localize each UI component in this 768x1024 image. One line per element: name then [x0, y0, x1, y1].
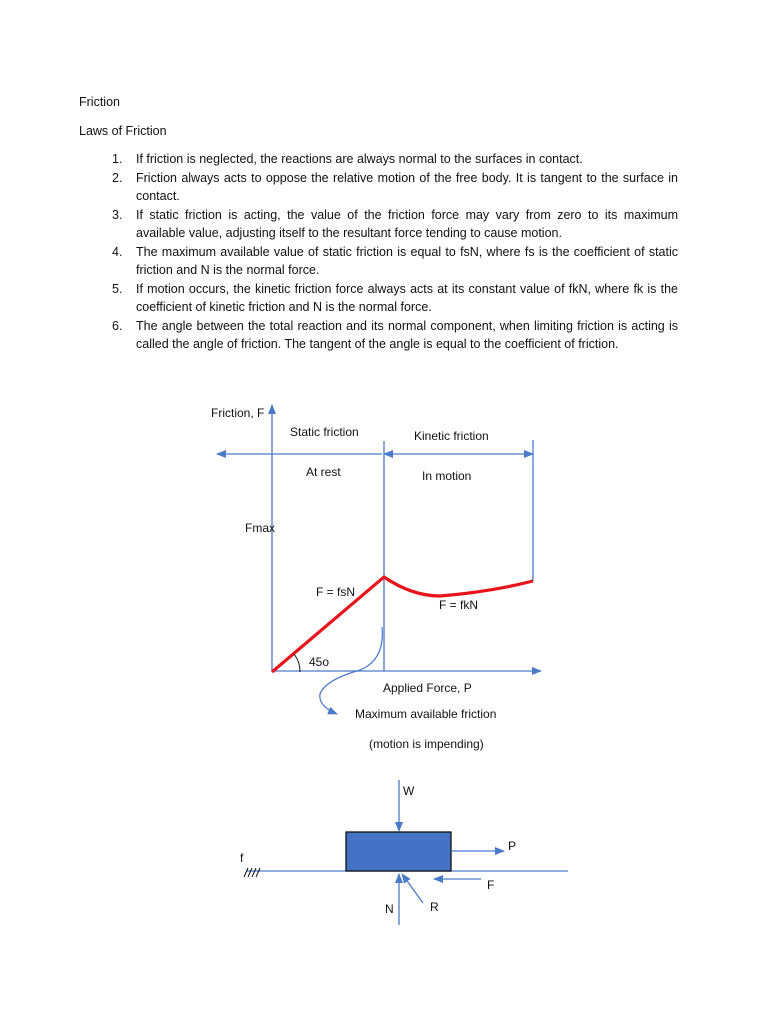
- impending-label: (motion is impending): [369, 737, 484, 751]
- fmax-label: Fmax: [245, 521, 275, 535]
- kinetic-equation: F = fkN: [439, 598, 479, 612]
- ground-hatch: [244, 868, 260, 877]
- law-item: 3. If static friction is acting, the value of the friction force may vary from zero to its maximum available value, adjusting itself to the resultant force tending to cause motion.: [112, 207, 678, 240]
- normal-label: N: [385, 902, 394, 916]
- block: [346, 832, 451, 871]
- small-f-label: f: [240, 851, 244, 865]
- section-heading: Laws of Friction: [79, 124, 167, 138]
- push-label: P: [508, 839, 517, 853]
- weight-label: W: [403, 784, 415, 798]
- static-equation: F = fsN: [316, 585, 356, 599]
- law-item: 4. The maximum available value of static friction is equal to fsN, where fs is the coefficient of static friction and N is the normal force.: [112, 244, 678, 277]
- x-axis-label: Applied Force, P: [383, 681, 472, 695]
- static-friction-label: Static friction: [290, 425, 359, 439]
- angle-label: 45o: [309, 655, 330, 669]
- reaction-label: R: [430, 900, 439, 914]
- max-friction-label: Maximum available friction: [355, 707, 497, 721]
- at-rest-label: At rest: [306, 465, 341, 479]
- law-item: 5. If motion occurs, the kinetic friction force always acts at its constant value of fkN, where fk is the coefficient of kinetic friction and N is the normal force.: [112, 281, 678, 314]
- law-item: 6. The angle between the total reaction and its normal component, when limiting friction is acting is called the angle of friction. The tangent of the angle is equal to the coefficient of friction.: [112, 318, 678, 351]
- reaction-arrow: [402, 874, 423, 903]
- law-item: 1. If friction is neglected, the reactions are always normal to the surfaces in contact.: [112, 152, 583, 166]
- in-motion-label: In motion: [422, 469, 472, 483]
- law-item: 2. Friction always acts to oppose the relative motion of the free body. It is tangent to the surface in contact.: [112, 170, 678, 203]
- kinetic-friction-label: Kinetic friction: [414, 429, 489, 443]
- y-axis-label: Friction, F: [211, 406, 265, 420]
- friction-label: F: [487, 878, 495, 892]
- page-title: Friction: [79, 95, 120, 109]
